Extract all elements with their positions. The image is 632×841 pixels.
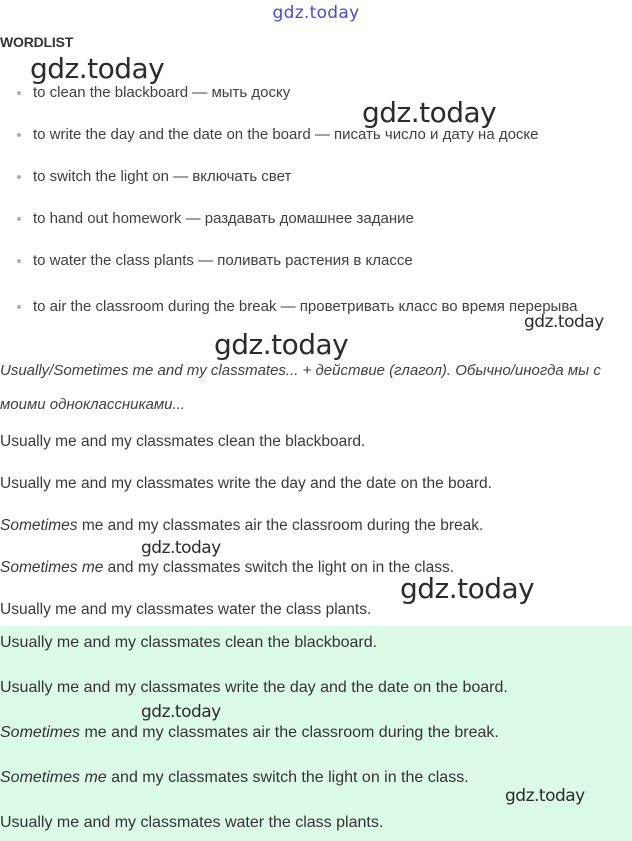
list-item-text: to hand out homework — раздавать домашнее задание — [33, 210, 414, 227]
bullet-icon — [17, 217, 21, 221]
sentence: Usually me and my classmates clean the blackboard. — [0, 433, 366, 450]
bullet-icon — [17, 133, 21, 137]
watermark: gdz.today — [30, 52, 165, 85]
answer-sentence: Usually me and my classmates water the class plants. — [0, 814, 384, 831]
watermark: gdz.today — [362, 96, 497, 129]
watermark: gdz.today — [524, 312, 604, 332]
list-item-text: to air the classroom during the break — проветривать класс во время перерыва — [33, 298, 578, 315]
list-item — [0, 122, 632, 164]
list-item — [0, 248, 632, 290]
bullet-icon — [17, 91, 21, 95]
watermark: gdz.today — [505, 786, 585, 806]
watermark: gdz.today — [141, 702, 221, 722]
bullet-icon — [17, 305, 21, 309]
list-item-text: to write the day and the date on the board — писать число и дату на доске — [33, 126, 539, 143]
wordlist — [0, 80, 632, 342]
answer-sentence: Usually me and my classmates clean the blackboard. — [0, 634, 378, 651]
bullet-icon — [17, 175, 21, 179]
list-item-text: to water the class plants — поливать растения в классе — [33, 252, 413, 269]
site-logo[interactable]: gdz.today — [272, 3, 360, 23]
bullet-icon — [17, 259, 21, 263]
list-item — [0, 164, 632, 206]
watermark: gdz.today — [400, 572, 535, 605]
sentence: Sometimes me and my classmates switch the light on in the class. — [0, 559, 455, 576]
sentence: Sometimes me and my classmates air the classroom during the break. — [0, 517, 484, 534]
answer-sentence: Usually me and my classmates write the day and the date on the board. — [0, 679, 508, 696]
sentence: Usually me and my classmates write the day and the date on the board. — [0, 475, 492, 492]
pattern-text: Usually/Sometimes me and my classmates... + действие (глагол). Обычно/иногда мы с моими одноклассниками... — [0, 362, 601, 413]
answer-sentence: Sometimes me and my classmates air the classroom during the break. — [0, 724, 499, 741]
watermark: gdz.today — [214, 328, 349, 361]
answer-sentence: Sometimes me and my classmates switch the light on in the class. — [0, 769, 469, 786]
list-item — [0, 206, 632, 248]
list-item-text: to clean the blackboard — мыть доску — [33, 84, 291, 101]
list-item — [0, 80, 632, 122]
wordlist-heading: WORDLIST — [0, 34, 74, 50]
watermark: gdz.today — [141, 538, 221, 558]
sentence: Usually me and my classmates water the class plants. — [0, 601, 372, 618]
example-sentences — [0, 428, 492, 638]
list-item-text: to switch the light on — включать свет — [33, 168, 292, 185]
answer-box — [0, 626, 632, 841]
